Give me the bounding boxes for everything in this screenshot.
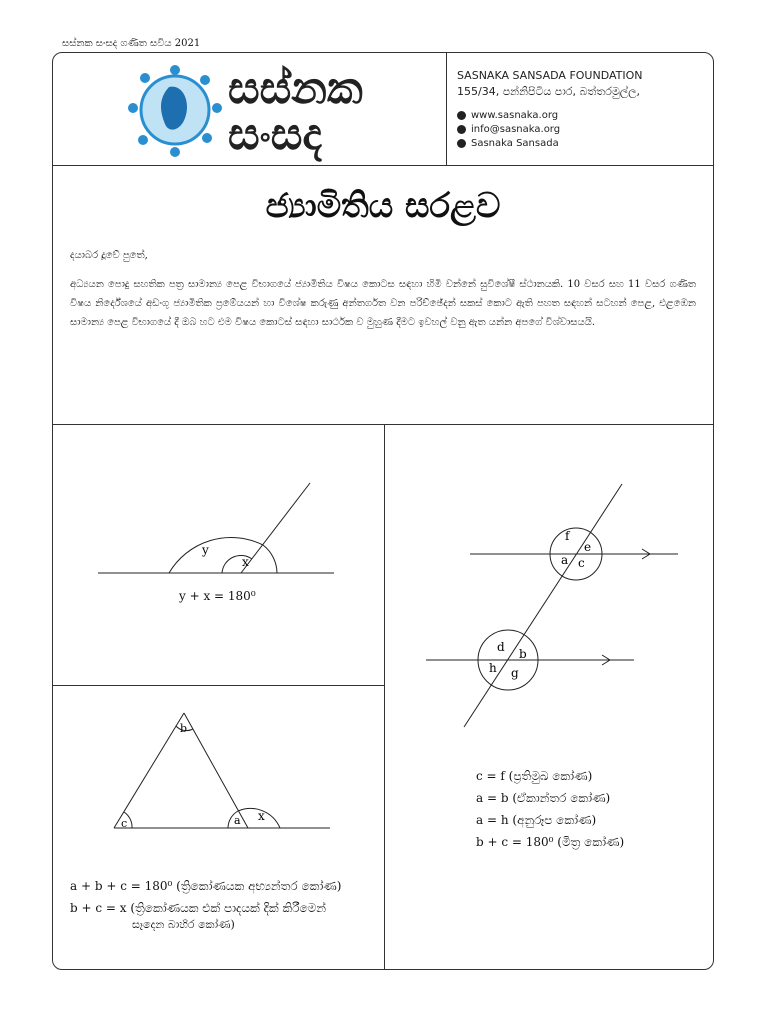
header-top-line: සස්නක සංසද ගණිත සවිය 2021 <box>62 38 201 49</box>
angle-label-d: d <box>497 640 505 654</box>
angle-label-g: g <box>511 666 519 680</box>
intro-paragraph: අධ්‍යයන පොදු සහතික පත්‍ර සාමාන්‍ය පෙළ විභාගයේ ජ්‍යාමිතිය විෂය කොටස සඳහා හිමි වන්නේ සුවිශේෂී ස්ථානයකි. 10 වසර සහ 11 වසර ගණිත විෂය නිර්දේශයේ අඩංගු ජ්‍යාමිතික ප්‍රමේයයන් හා විශේෂ කරුණු අන්තර්ගත වන පරිච්ඡේදන් සකස් කොට ඇති පහත සඳහන් සටහන් පෙළ, එළඹෙන සාමාන්‍ය පෙළ විභාගයේ දී ඔබ හට එම විෂය කොටස් සඳහා සාර්ථක ව මුහුණ දීමට ඉවහල් වනු ඇත යන්න අපගේ විශ්වාසයයි. <box>70 279 696 328</box>
angle-label-y: y <box>202 543 209 557</box>
angle-label-f: f <box>565 529 570 543</box>
contact-text: www.sasnaka.org <box>471 109 559 121</box>
org-address: 155/34, පන්නිපිටිය පාර, බත්තරමුල්ල, <box>457 85 641 98</box>
logo-line-2: සංසද <box>228 109 322 160</box>
logo-wordmark <box>228 63 363 160</box>
org-name: SASNAKA SANSADA FOUNDATION <box>457 69 643 82</box>
contact-email[interactable] <box>457 122 560 136</box>
angle-label-x: x <box>258 809 265 823</box>
parallel-lines-diagram <box>384 424 714 754</box>
angle-label-b: b <box>519 647 527 661</box>
angle-label-b: b <box>180 722 188 735</box>
contact-facebook[interactable] <box>457 136 560 150</box>
angle-label-h: h <box>489 661 497 675</box>
angle-label-e: e <box>584 540 592 554</box>
contact-list <box>457 108 560 150</box>
facebook-icon <box>457 139 466 148</box>
contact-text: Sasnaka Sansada <box>471 137 559 149</box>
equation-alternate: a = b (ඒකාන්තර කෝණ) <box>476 791 611 805</box>
equation-triangle-interior: a + b + c = 180⁰ (ත්‍රිකෝණයක අභ්‍යන්තර කෝණ) <box>70 879 342 893</box>
globe-icon <box>457 111 466 120</box>
straight-line-angle-diagram <box>52 424 384 685</box>
equation-triangle-exterior: b + c = x (ත්‍රිකෝණයක එක් පාදයක් දික් කිරීමෙන් <box>70 901 326 915</box>
equation-triangle-exterior-cont: සෑදෙන බාහිර කෝණ) <box>132 918 235 931</box>
angle-label-a: a <box>561 553 569 567</box>
logo-line-1: සස්නක <box>228 63 363 114</box>
angle-label-a: a <box>234 814 241 827</box>
org-info <box>457 68 643 100</box>
divider <box>446 52 447 165</box>
contact-text: info@sasnaka.org <box>471 123 561 135</box>
equation-co-interior: b + c = 180⁰ (මිත්‍ර කෝණ) <box>476 835 625 849</box>
sasnaka-logo-icon <box>125 62 225 157</box>
page-title: ජ්‍යාමිතිය සරළව <box>265 186 501 226</box>
mail-icon <box>457 125 466 134</box>
equation-vertically-opposite: c = f (ප්‍රතිමුඛ කෝණ) <box>476 769 593 783</box>
salutation: දයාබර දූවේ පුතේ, <box>70 250 148 261</box>
divider <box>52 165 714 166</box>
triangle-diagram <box>52 685 384 845</box>
equation-straight-line: y + x = 180⁰ <box>179 589 256 603</box>
angle-label-c: c <box>121 817 128 830</box>
angle-label-x: x <box>242 555 249 569</box>
angle-label-c: c <box>578 556 585 570</box>
contact-website[interactable] <box>457 108 560 122</box>
equation-corresponding: a = h (අනුරූප කෝණ) <box>476 813 597 827</box>
